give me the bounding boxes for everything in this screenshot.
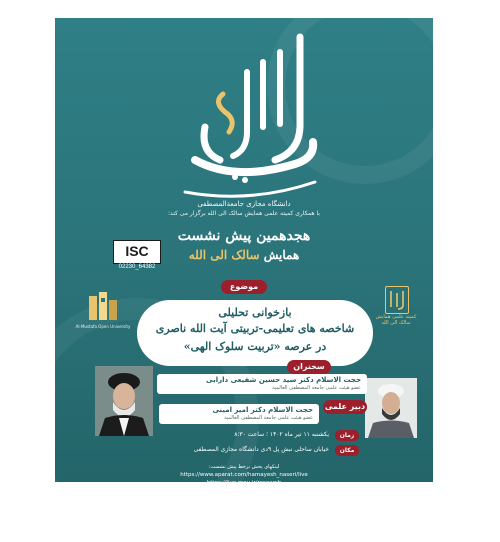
event-place: خیابان ساحلی نبش پل ۹دی دانشگاه مجازی المصطفی bbox=[193, 446, 329, 453]
conference-name: سالک الی الله bbox=[188, 248, 260, 262]
secretary-row bbox=[159, 404, 319, 424]
committee-logo-icon bbox=[385, 286, 409, 314]
secretary-photo bbox=[365, 378, 417, 438]
speaker-badge: سخنران bbox=[287, 360, 331, 374]
topic-line-3: در عرصه «تربیت سلوک الهی» bbox=[183, 340, 327, 353]
secretary-name: حجت الاسلام دکتر امیر امینی bbox=[212, 406, 313, 414]
speaker-row bbox=[157, 374, 367, 394]
meeting-title: هجدهمین پیش نشست bbox=[177, 228, 311, 244]
isc-logo: ISC bbox=[113, 240, 161, 264]
speaker-photo bbox=[95, 366, 153, 436]
university-logo-icon bbox=[85, 288, 121, 324]
secretary-badge: دبیر علمی bbox=[323, 400, 367, 414]
organizer-line: دانشگاه مجازی جامعةالمصطفی bbox=[197, 200, 291, 208]
calligraphy-logo bbox=[175, 32, 325, 197]
isc-code: 02230_64382 bbox=[118, 264, 156, 270]
speaker-role: عضو هیئت علمی جامعة المصطفی العالمیة bbox=[272, 385, 361, 391]
collaboration-line: با همکاری کمیته علمی همایش سالک الی الله برگزار می کند: bbox=[168, 210, 320, 217]
conference-prefix: همایش bbox=[263, 248, 300, 262]
links-heading: لینکهای پخش برخط پیش نشست: bbox=[208, 464, 280, 470]
time-badge: زمان bbox=[335, 430, 359, 441]
event-time: یکشنبه ۱۱ تیر ماه ۱۴۰۲ ؛ ساعت ۸:۳۰ bbox=[234, 431, 329, 438]
committee-logo-caption: کمیته علمی همایش سالک الی الله bbox=[375, 314, 417, 326]
topic-line-2: شاخصه های تعلیمی-تربیتی آیت الله ناصری bbox=[155, 322, 355, 335]
place-badge: مکان bbox=[335, 445, 359, 456]
aparat-link[interactable]: https://www.aparat.com/hamayesh_naseri/live bbox=[180, 472, 308, 478]
university-logo-caption: Al-Mustafa Open University bbox=[75, 324, 131, 329]
conference-title bbox=[55, 248, 433, 262]
topic-line-1: بازخوانی تحلیلی bbox=[218, 306, 292, 319]
topic-box bbox=[137, 300, 373, 366]
speaker-name: حجت الاسلام دکتر سید حسین شفیعی دارابی bbox=[206, 376, 361, 384]
live-link[interactable]: https://live.mou.ir/research bbox=[206, 480, 282, 486]
topic-badge: موضوع bbox=[221, 280, 267, 294]
poster bbox=[55, 18, 433, 486]
secretary-role: عضو هیئت علمی جامعة المصطفی العالمیة bbox=[224, 415, 313, 421]
